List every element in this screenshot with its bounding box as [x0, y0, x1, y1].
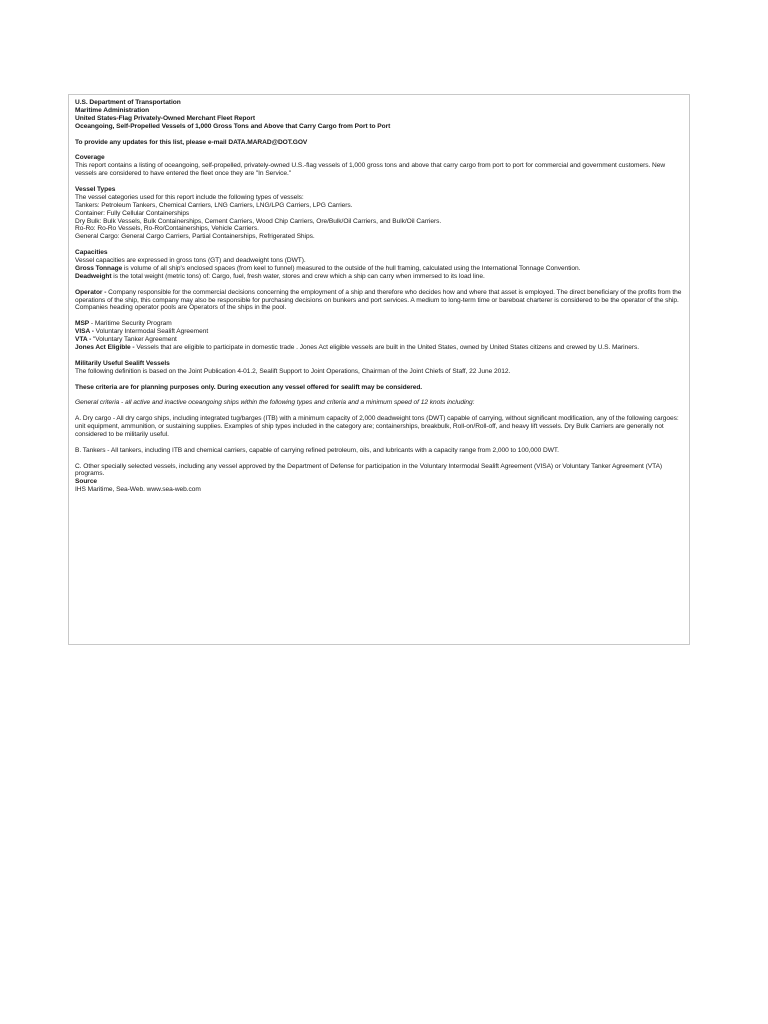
- visa-definition: [75, 328, 684, 336]
- deadweight-definition: [75, 273, 684, 281]
- jones-act-term: Jones Act Eligible -: [75, 344, 135, 351]
- vessel-type-container: Container: Fully Cellular Containerships: [75, 209, 190, 217]
- sealift-heading: Militarily Useful Sealift Vessels: [75, 359, 170, 367]
- operator-definition: [75, 289, 684, 313]
- criteria-note: These criteria are for planning purposes only. During execution any vessel offered for sealift may be considered.: [75, 383, 423, 391]
- general-criteria: General criteria - all active and inactive oceangoing ships within the following types and criteria and a minimum speed of 12 knots including:: [75, 399, 475, 407]
- coverage-text: This report contains a listing of oceangoing, self-propelled, privately-owned U.S.-flag vessels of 1,000 gross tons and above that carry cargo from port to port for commercial and government customers. New vessels are considered to have entered the fleet once they are "In Service.": [75, 162, 666, 178]
- agency-line: U.S. Department of Transportation: [75, 99, 181, 106]
- vta-text: "Voluntary Tanker Agreement: [91, 336, 177, 344]
- jones-act-text: Vessels that are eligible to participate in domestic trade . Jones Act eligible vessels are built in the United States, owned by United States citizens and crewed by U.S. Mariners.: [134, 344, 640, 351]
- vessel-type-general-cargo: General Cargo: General Cargo Carriers, Partial Containerships, Refrigerated Ships.: [75, 233, 315, 241]
- criteria-item-a: A. Dry cargo - All dry cargo ships, including integrated tug/barges (ITB) with a minimum capacity of 2,000 deadweight tons (DWT) capable of carrying, without significant modification, any of the following cargoes: unit equipment, ammunition, or sustaining supplies. Examples of ship types included in the category are; containerships, breakbulk, Roll-on/Roll-off, and heavy lift vessels. Dry Bulk Carriers are generally not considered to be militarily useful.: [75, 415, 679, 438]
- gross-tonnage-term: Gross Tonnage: [75, 264, 123, 272]
- deadweight-text: is the total weight (metric tons) of: Cargo, fuel, fresh water, stores and crew which a ship can carry when immersed to its load line.: [111, 272, 485, 280]
- vessel-types-intro: The vessel categories used for this report include the following types of vessels:: [75, 193, 304, 201]
- vessel-types-heading: Vessel Types: [75, 185, 116, 193]
- contact-line: To provide any updates for this list, please e-mail DATA.MARAD@DOT.GOV: [75, 138, 308, 146]
- jones-act-definition: [75, 344, 684, 352]
- gross-tonnage-text: is volume of all ship's enclosed spaces (from keel to funnel) measured to the outside of the hull framing, calculated using the International Tonnage Convention.: [122, 264, 581, 272]
- gross-tonnage-definition: [75, 265, 684, 273]
- operator-text: Company responsible for the commercial decisions concerning the employment of a ship and therefore who decides how and where that asset is employed. The direct beneficiary of the profits from the operations of the ship, this company may also be responsible for purchasing decisions on bunkers and port services. A medium to long-term time or bareboat charterer is considered to be the operator of the ship. Companies heading operator pools are Operators of the ships in the pool.: [75, 288, 682, 312]
- visa-term: VISA -: [75, 328, 94, 336]
- source-heading: Source: [75, 478, 98, 486]
- deadweight-term: Deadweight: [75, 272, 112, 280]
- coverage-heading: Coverage: [75, 154, 105, 162]
- vta-definition: [75, 336, 684, 344]
- capacities-heading: Capacities: [75, 249, 108, 257]
- sealift-definition: The following definition is based on the Joint Publication 4-01.2, Sealift Support to Joint Operations, Chairman of the Joint Chiefs of Staff, 22 June 2012.: [75, 367, 511, 375]
- msp-text: - Maritime Security Program: [89, 320, 172, 328]
- msp-definition: [75, 320, 684, 328]
- vessel-type-ro-ro: Ro-Ro: Ro-Ro Vessels, Ro-Ro/Containerships, Vehicle Carriers.: [75, 225, 259, 233]
- operator-term: Operator -: [75, 288, 107, 296]
- msp-term: MSP: [75, 320, 90, 328]
- vessel-type-tankers: Tankers: Petroleum Tankers, Chemical Carriers, LNG Carriers, LNG/LPG Carriers, LPG Carriers.: [75, 201, 353, 209]
- report-subtitle: Oceangoing, Self-Propelled Vessels of 1,000 Gross Tons and Above that Carry Cargo from Port to Port: [75, 122, 391, 130]
- administration-line: Maritime Administration: [75, 106, 150, 114]
- visa-text: Voluntary Intermodal Sealift Agreement: [93, 328, 209, 336]
- vta-term: VTA -: [75, 336, 92, 344]
- source-text: IHS Maritime, Sea-Web. www.sea-web.com: [75, 486, 201, 494]
- vessel-type-dry-bulk: Dry Bulk: Bulk Vessels, Bulk Containerships, Cement Carriers, Wood Chip Carriers, Ore/Bulk/Oil Carriers, and Bulk/Oil Carriers.: [75, 217, 442, 225]
- criteria-item-c: C. Other specially selected vessels, including any vessel approved by the Department of Defense for participation in the Voluntary Intermodal Sealift Agreement (VISA) or Voluntary Tanker Agreement (VTA) programs.: [75, 462, 663, 478]
- criteria-item-b: B. Tankers - All tankers, including ITB and chemical carriers, capable of carrying refined petroleum, oils, and lubricants with a capacity range from 2,000 to 100,000 DWT.: [75, 446, 559, 454]
- document-page: [68, 94, 690, 645]
- capacities-intro: Vessel capacities are expressed in gross tons (GT) and deadweight tons (DWT).: [75, 257, 306, 265]
- report-title: United States-Flag Privately-Owned Merchant Fleet Report: [75, 114, 256, 122]
